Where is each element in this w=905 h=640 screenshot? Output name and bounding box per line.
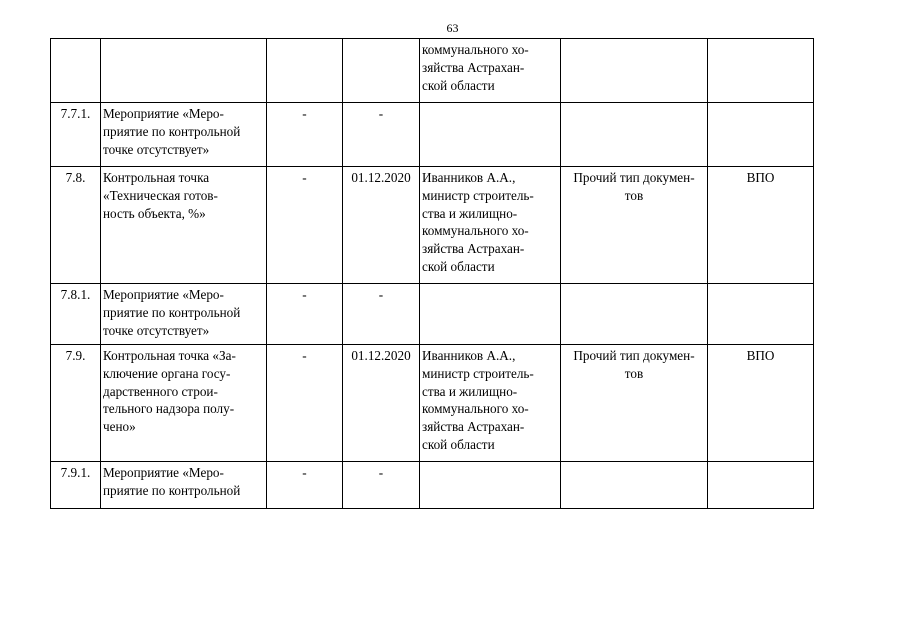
row-level-cell (708, 103, 814, 167)
row-start-date-cell: - (267, 345, 343, 462)
row-document-type-cell: Прочий тип докумен- тов (561, 167, 708, 284)
row-number-cell: 7.9. (51, 345, 101, 462)
row-start-date-cell (267, 39, 343, 103)
row-end-date-cell: - (343, 462, 420, 509)
table-row (51, 462, 814, 509)
row-responsible-cell (420, 462, 561, 509)
table-row (51, 284, 814, 345)
row-level-cell: ВПО (708, 345, 814, 462)
row-level-cell (708, 462, 814, 509)
table-row (51, 39, 814, 103)
row-document-type-cell (561, 284, 708, 345)
row-document-type-cell (561, 103, 708, 167)
row-responsible-cell: коммунального хо- зяйства Астрахан- ской области (420, 39, 561, 103)
row-start-date-cell: - (267, 167, 343, 284)
page-number: 63 (446, 21, 459, 35)
row-level-cell: ВПО (708, 167, 814, 284)
row-document-type-cell (561, 462, 708, 509)
row-name-cell: Мероприятие «Меро- приятие по контрольной точке отсутствует» (101, 284, 267, 345)
row-start-date-cell: - (267, 462, 343, 509)
row-number-cell: 7.8.1. (51, 284, 101, 345)
row-end-date-cell (343, 39, 420, 103)
row-level-cell (708, 284, 814, 345)
row-responsible-cell: Иванников А.А., министр строитель- ства и жилищно- коммунального хо- зяйства Астрахан- ской области (420, 345, 561, 462)
row-name-cell: Мероприятие «Меро- приятие по контрольной точке отсутствует» (101, 103, 267, 167)
row-responsible-cell (420, 284, 561, 345)
row-document-type-cell: Прочий тип докумен- тов (561, 345, 708, 462)
row-end-date-cell: - (343, 103, 420, 167)
row-end-date-cell: - (343, 284, 420, 345)
row-document-type-cell (561, 39, 708, 103)
row-name-cell: Контрольная точка «За- ключение органа госу- дарственного строи- тельного надзора полу- чено» (101, 345, 267, 462)
row-responsible-cell: Иванников А.А., министр строитель- ства и жилищно- коммунального хо- зяйства Астрахан- ской области (420, 167, 561, 284)
control-points-table (50, 38, 814, 509)
row-start-date-cell: - (267, 284, 343, 345)
table-row (51, 167, 814, 284)
row-number-cell: 7.7.1. (51, 103, 101, 167)
row-level-cell (708, 39, 814, 103)
table-row (51, 345, 814, 462)
row-end-date-cell: 01.12.2020 (343, 345, 420, 462)
table-row (51, 103, 814, 167)
row-name-cell: Контрольная точка «Техническая готов- ность объекта, %» (101, 167, 267, 284)
row-name-cell: Мероприятие «Меро- приятие по контрольной (101, 462, 267, 509)
row-number-cell: 7.8. (51, 167, 101, 284)
row-number-cell (51, 39, 101, 103)
row-responsible-cell (420, 103, 561, 167)
row-end-date-cell: 01.12.2020 (343, 167, 420, 284)
row-start-date-cell: - (267, 103, 343, 167)
row-name-cell (101, 39, 267, 103)
row-number-cell: 7.9.1. (51, 462, 101, 509)
